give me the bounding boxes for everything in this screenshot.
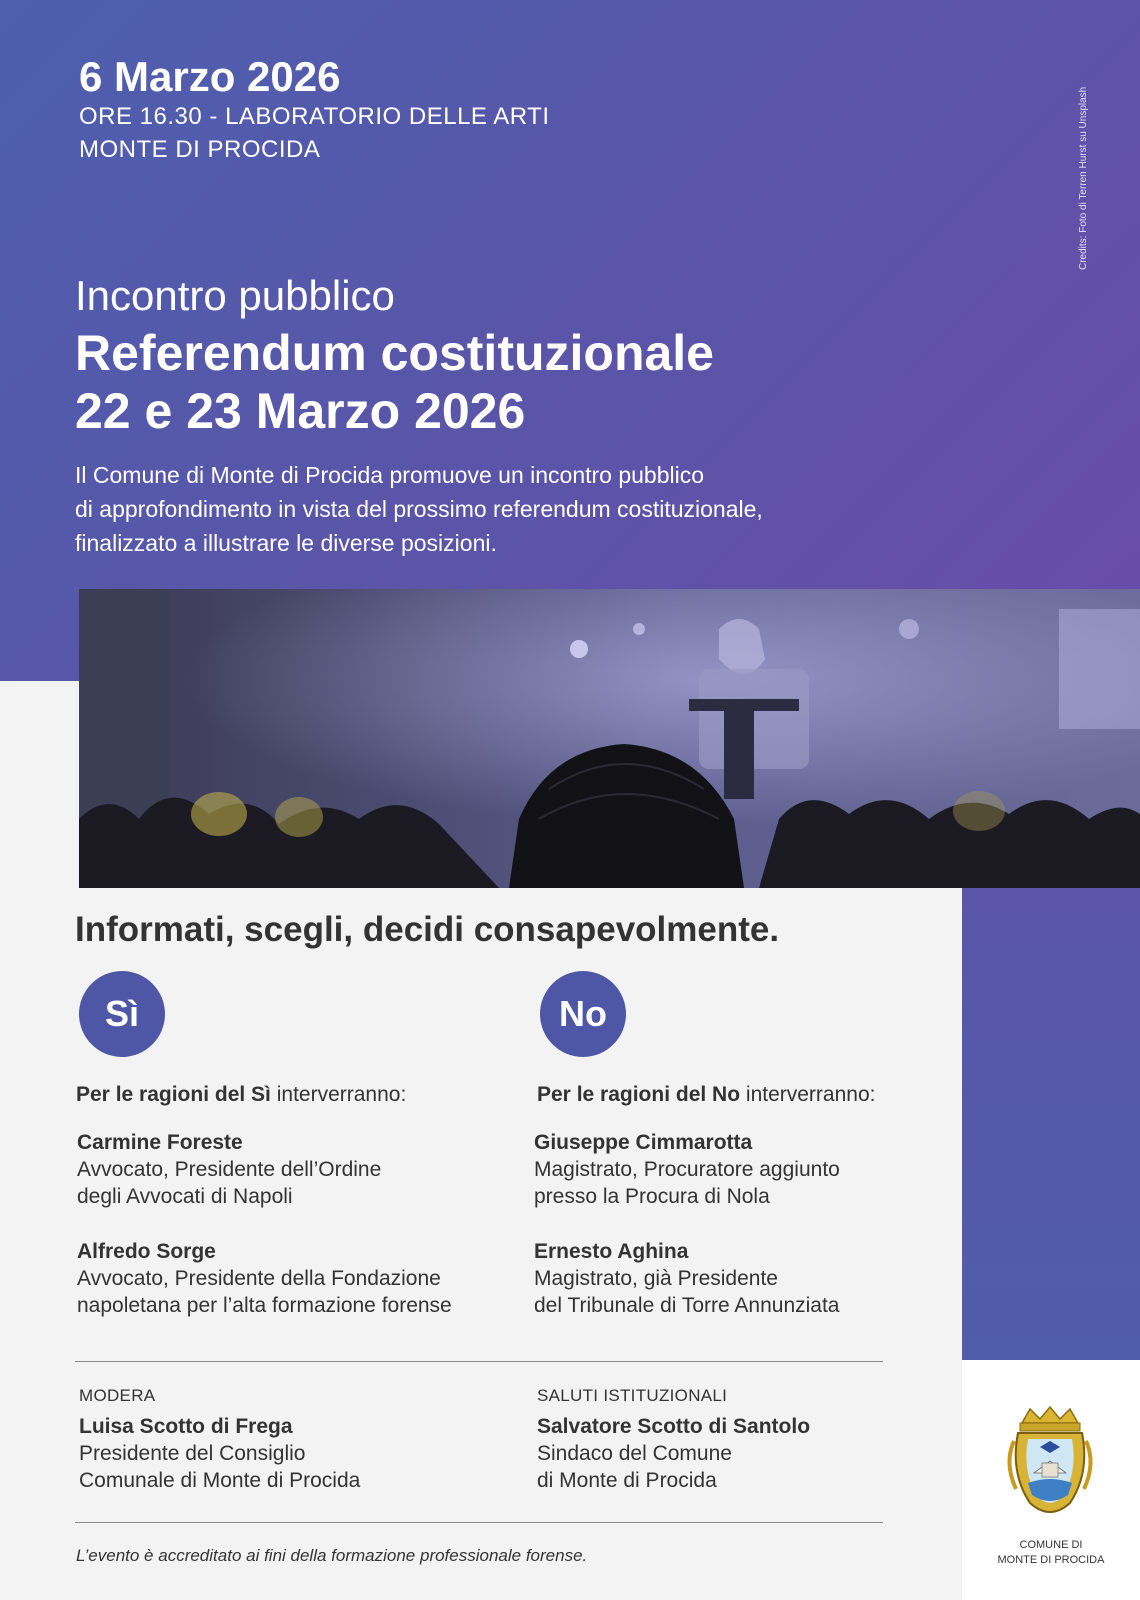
moderator-role: Comunale di Monte di Procida xyxy=(79,1469,361,1492)
moderator-name: Luisa Scotto di Frega xyxy=(79,1415,293,1438)
divider xyxy=(75,1361,883,1362)
yes-badge: Sì xyxy=(79,971,165,1057)
speaker-role: degli Avvocati di Napoli xyxy=(77,1185,293,1208)
yes-heading-rest: interverranno: xyxy=(270,1083,407,1106)
photo-credits: Credits: Foto di Terren Hurst su Unsplash xyxy=(1078,86,1089,270)
greetings-name: Salvatore Scotto di Santolo xyxy=(537,1415,811,1438)
speaker-name: Alfredo Sorge xyxy=(77,1240,216,1263)
speaker-role: Avvocato, Presidente dell’Ordine xyxy=(77,1158,382,1181)
speaker-name: Ernesto Aghina xyxy=(534,1240,689,1263)
speaker-role: presso la Procura di Nola xyxy=(534,1185,770,1208)
no-heading-bold: Per le ragioni del No xyxy=(537,1083,741,1106)
speaker-no-1 xyxy=(534,1129,974,1210)
intro-line-3: finalizzato a illustrare le diverse posizioni. xyxy=(75,530,497,556)
comune-name-line-1: COMUNE DI xyxy=(1019,1539,1083,1551)
accreditation-note: L’evento è accreditato ai fini della formazione professionale forense. xyxy=(76,1546,588,1565)
moderator xyxy=(79,1413,519,1494)
greetings-role: di Monte di Procida xyxy=(537,1469,717,1492)
side-accent-band xyxy=(962,888,1140,1360)
intro-line-1: Il Comune di Monte di Procida promuove un incontro pubblico xyxy=(75,462,705,488)
event-date: 6 Marzo 2026 xyxy=(79,53,341,100)
intro-line-2: di approfondimento in vista del prossimo referendum costituzionale, xyxy=(75,496,763,522)
speaker-yes-2 xyxy=(77,1238,517,1319)
coat-of-arms-icon xyxy=(1000,1403,1100,1528)
intro-paragraph xyxy=(75,458,935,560)
event-town: MONTE DI PROCIDA xyxy=(79,136,321,163)
speaker-role: Magistrato, già Presidente xyxy=(534,1267,778,1290)
speaker-role: napoletana per l’alta formazione forense xyxy=(77,1294,452,1317)
greetings-label: SALUTI ISTITUZIONALI xyxy=(537,1386,728,1405)
yes-heading xyxy=(76,1080,406,1110)
event-time-venue: ORE 16.30 - LABORATORIO DELLE ARTI xyxy=(79,103,550,130)
no-heading-rest: interverranno: xyxy=(740,1083,876,1106)
event-venue xyxy=(79,100,550,166)
tagline: Informati, scegli, decidi consapevolmente. xyxy=(75,910,780,949)
title-line-1: Referendum costituzionale xyxy=(75,325,714,381)
speaker-name: Giuseppe Cimmarotta xyxy=(534,1131,753,1154)
event-kicker: Incontro pubblico xyxy=(75,272,395,319)
moderator-role: Presidente del Consiglio xyxy=(79,1442,306,1465)
comune-name xyxy=(962,1538,1140,1568)
title-line-2: 22 e 23 Marzo 2026 xyxy=(75,383,526,439)
yes-heading-bold: Per le ragioni del Sì xyxy=(76,1083,271,1106)
greetings-role: Sindaco del Comune xyxy=(537,1442,732,1465)
comune-name-line-2: MONTE DI PROCIDA xyxy=(997,1554,1105,1566)
speaker-role: Avvocato, Presidente della Fondazione xyxy=(77,1267,441,1290)
speaker-name: Carmine Foreste xyxy=(77,1131,243,1154)
no-heading xyxy=(537,1080,875,1110)
event-title xyxy=(75,324,714,440)
speaker-no-2 xyxy=(534,1238,974,1319)
speaker-role: del Tribunale di Torre Annunziata xyxy=(534,1294,840,1317)
speaker-yes-1 xyxy=(77,1129,517,1210)
audience-photo xyxy=(79,589,1140,888)
no-badge: No xyxy=(540,971,626,1057)
divider xyxy=(75,1522,883,1523)
greetings-speaker xyxy=(537,1413,977,1494)
moderator-label: MODERA xyxy=(79,1386,156,1405)
speaker-role: Magistrato, Procuratore aggiunto xyxy=(534,1158,840,1181)
